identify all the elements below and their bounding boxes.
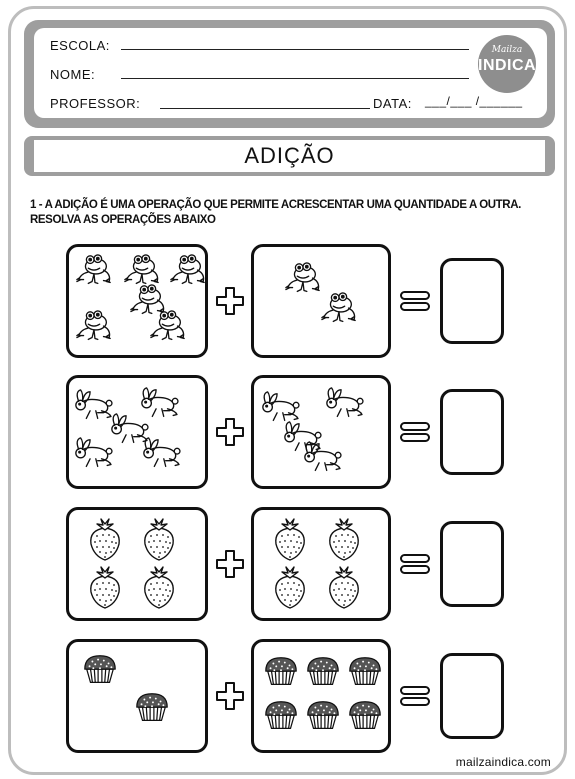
frog-icon bbox=[169, 253, 207, 285]
page-title: ADIÇÃO bbox=[244, 143, 335, 168]
rabbit-icon bbox=[141, 436, 183, 468]
footer-website: mailzaindica.com bbox=[455, 755, 551, 769]
rabbit-icon bbox=[260, 390, 302, 422]
plus-sign-icon bbox=[215, 417, 245, 447]
teacher-field[interactable] bbox=[160, 108, 370, 109]
answer-box[interactable] bbox=[440, 389, 504, 475]
equals-sign-icon bbox=[399, 685, 431, 707]
name-field[interactable] bbox=[121, 78, 469, 79]
frog-icon bbox=[320, 291, 358, 323]
strawberry-icon bbox=[141, 566, 177, 610]
rabbit-icon bbox=[73, 436, 115, 468]
left-group-box bbox=[66, 244, 208, 358]
instruction-line-2: RESOLVA AS OPERAÇÕES ABAIXO bbox=[30, 214, 216, 226]
name-label: NOME: bbox=[50, 67, 96, 82]
frog-icon bbox=[75, 253, 113, 285]
strawberry-icon bbox=[87, 566, 123, 610]
right-group-box bbox=[251, 507, 391, 621]
brigadeiro-icon bbox=[304, 698, 342, 730]
plus-sign-icon bbox=[215, 681, 245, 711]
teacher-label: PROFESSOR: bbox=[50, 96, 141, 111]
right-group-box bbox=[251, 244, 391, 358]
left-group-box bbox=[66, 507, 208, 621]
frog-icon bbox=[75, 309, 113, 341]
mailza-indica-logo bbox=[478, 35, 536, 93]
plus-sign-icon bbox=[215, 286, 245, 316]
rabbit-icon bbox=[324, 386, 366, 418]
brigadeiro-icon bbox=[346, 654, 384, 686]
instruction bbox=[30, 198, 550, 228]
instruction-line-1: 1 - A ADIÇÃO É UMA OPERAÇÃO QUE PERMITE ACRESCENTAR UMA QUANTIDADE A OUTRA. bbox=[30, 199, 521, 211]
date-field[interactable]: ___/___ /______ bbox=[425, 94, 523, 108]
equals-sign-icon bbox=[399, 553, 431, 575]
frog-icon bbox=[123, 253, 161, 285]
strawberry-icon bbox=[141, 518, 177, 562]
answer-box[interactable] bbox=[440, 521, 504, 607]
brigadeiro-icon bbox=[262, 698, 300, 730]
strawberry-icon bbox=[272, 566, 308, 610]
strawberry-icon bbox=[326, 518, 362, 562]
strawberry-icon bbox=[87, 518, 123, 562]
equals-sign-icon bbox=[399, 421, 431, 443]
school-field[interactable] bbox=[121, 49, 469, 50]
answer-box[interactable] bbox=[440, 258, 504, 344]
school-label: ESCOLA: bbox=[50, 38, 110, 53]
frog-icon bbox=[284, 261, 322, 293]
date-label: DATA: bbox=[373, 96, 412, 111]
logo-bottom-text: INDICA bbox=[478, 57, 537, 74]
strawberry-icon bbox=[326, 566, 362, 610]
right-group-box bbox=[251, 639, 391, 753]
equals-sign-icon bbox=[399, 290, 431, 312]
brigadeiro-icon bbox=[262, 654, 300, 686]
left-group-box bbox=[66, 639, 208, 753]
logo-top-text: Mailza bbox=[491, 45, 523, 55]
left-group-box bbox=[66, 375, 208, 489]
brigadeiro-icon bbox=[346, 698, 384, 730]
brigadeiro-icon bbox=[81, 652, 119, 684]
answer-box[interactable] bbox=[440, 653, 504, 739]
plus-sign-icon bbox=[215, 549, 245, 579]
strawberry-icon bbox=[272, 518, 308, 562]
brigadeiro-icon bbox=[133, 690, 171, 722]
rabbit-icon bbox=[302, 440, 344, 472]
frog-icon bbox=[149, 309, 187, 341]
brigadeiro-icon bbox=[304, 654, 342, 686]
right-group-box bbox=[251, 375, 391, 489]
